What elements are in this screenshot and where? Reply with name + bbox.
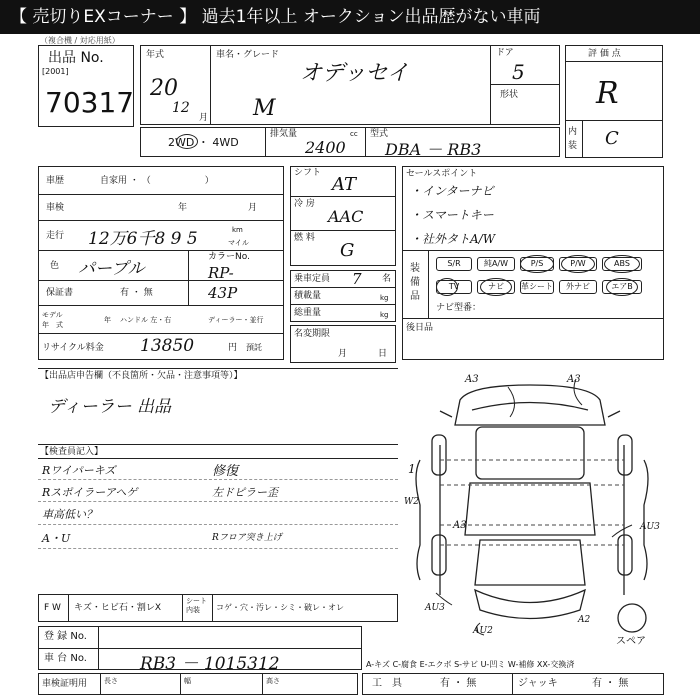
diagram-label-a2-bottom: A2 bbox=[578, 615, 591, 625]
inspector-right-3: Rフロア突き上げ bbox=[212, 533, 282, 543]
chassis-value: RB3 － 1015312 bbox=[140, 654, 280, 674]
registration-label: 登 録 No. bbox=[44, 631, 87, 642]
inspection-label: 車検 bbox=[46, 203, 65, 213]
interior-grade: C bbox=[605, 128, 619, 149]
sales-point-1: ・インターナビ bbox=[410, 184, 494, 198]
jack-value: 有 ・ 無 bbox=[592, 678, 629, 689]
recycle-label: リサイクル料金 bbox=[42, 343, 104, 353]
nav-model-label: ナビ型番： bbox=[436, 303, 482, 313]
model-change-year: 年 bbox=[104, 316, 111, 324]
inspector-right-1: 修復 bbox=[212, 464, 239, 479]
model-change-label-2: 年 式 bbox=[42, 321, 63, 329]
equip-tv-circle-icon bbox=[436, 278, 458, 296]
legend-text: A-キズ C-腐食 E-エクボ S-サビ U-凹ミ W-補修 XX-交換済 bbox=[366, 660, 575, 669]
capacity-label: 乗車定員 bbox=[294, 274, 331, 284]
model-change-dealer: ディーラー・並行 bbox=[208, 316, 264, 324]
inspection-month: 月 bbox=[248, 203, 258, 213]
equipment-label: 装備品 bbox=[410, 263, 420, 302]
interior-label-2: 装 bbox=[568, 141, 578, 151]
diagram-label-au3-bottom: AU3 bbox=[425, 603, 445, 613]
vehicle-cert-width: 幅 bbox=[184, 677, 191, 685]
equip-alloy: 純A/W bbox=[477, 257, 515, 271]
inspector-left-4: A・U bbox=[42, 532, 71, 545]
tools-label: 工 具 bbox=[372, 678, 402, 689]
equip-pw-circle-icon bbox=[561, 255, 595, 273]
model-name: オデッセイ bbox=[300, 61, 409, 86]
displacement-label: 排気量 bbox=[270, 129, 298, 139]
capacity-unit: 名 bbox=[382, 274, 392, 284]
diagram-label-a3-top-left: A3 bbox=[465, 374, 479, 385]
tools-value: 有 ・ 無 bbox=[440, 678, 477, 689]
displacement-value: 2400 bbox=[305, 138, 346, 157]
diagram-label-w2: W2 bbox=[404, 497, 419, 507]
color-no: RP- bbox=[208, 264, 234, 282]
equip-leather: 革シート bbox=[520, 280, 554, 294]
after-notes-label: 後日品 bbox=[406, 323, 434, 333]
diagram-label-a3-top-right: A3 bbox=[567, 374, 581, 385]
fuel-value: G bbox=[340, 240, 355, 261]
lot-code: [2001] bbox=[42, 67, 69, 76]
year-value: 20 bbox=[150, 76, 178, 101]
model-grade: M bbox=[253, 96, 276, 121]
vehicle-cert-length: 長さ bbox=[104, 677, 118, 685]
mileage-label: 走行 bbox=[46, 231, 65, 241]
color-value: パープル bbox=[78, 259, 145, 279]
lot-number: 70317 bbox=[45, 86, 135, 119]
diagram-label-au3-right: AU3 bbox=[640, 522, 660, 532]
equip-navi: ナビ bbox=[477, 280, 515, 294]
year-label: 年式 bbox=[146, 50, 165, 60]
grade-label: 評 価 点 bbox=[588, 49, 621, 59]
aircon-label: 冷 房 bbox=[294, 199, 315, 209]
load-label: 積載量 bbox=[294, 291, 322, 301]
type-value: DBA － RB3 bbox=[385, 140, 482, 159]
interior-label-1: 内 bbox=[568, 127, 578, 137]
aircon-value: AAC bbox=[328, 207, 364, 226]
year-month-suffix: 月 bbox=[199, 113, 209, 123]
diagram-label-a3-center: A3 bbox=[453, 520, 467, 531]
equip-pw: P/W bbox=[559, 257, 597, 271]
year-month: 12 bbox=[172, 100, 190, 116]
color-no-label: カラーNo. bbox=[208, 252, 250, 262]
equip-tv: TV bbox=[436, 280, 472, 294]
mileage-value: 12万6千8 9 5 bbox=[88, 229, 198, 249]
type-label: 型式 bbox=[370, 129, 389, 139]
top-strip-text: （複合機 / 対応用紙） bbox=[40, 36, 120, 45]
model-label: 車名・グレード bbox=[216, 50, 280, 60]
notes-text: ディーラー 出品 bbox=[48, 397, 172, 417]
warranty-label: 保証書 bbox=[46, 288, 74, 298]
load-unit: kg bbox=[380, 294, 389, 302]
displacement-unit: cc bbox=[350, 130, 358, 138]
weight-unit: kg bbox=[380, 311, 389, 319]
doors-label: ドア bbox=[496, 48, 514, 58]
inspector-right-2: 左ドピラー歪 bbox=[212, 486, 278, 499]
shape-label: 形状 bbox=[500, 90, 519, 100]
drive-text: 2WD ・ 4WD bbox=[168, 136, 239, 149]
fw-text: キズ・ヒビ石・割レX bbox=[74, 603, 161, 613]
inspector-left-2: Rスポイラーアヘゲ bbox=[42, 486, 138, 499]
jack-label: ジャッキ bbox=[518, 678, 558, 689]
fuel-label: 燃 料 bbox=[294, 233, 315, 243]
inspector-left-1: Rワイパーキズ bbox=[42, 464, 116, 477]
mileage-unit-km: km bbox=[232, 226, 243, 234]
inspection-year: 年 bbox=[178, 203, 188, 213]
model-change-handle: ハンドル 左・右 bbox=[120, 316, 172, 324]
recycle-unit: 円 bbox=[228, 343, 238, 353]
warranty-value: 有 ・ 無 bbox=[120, 288, 153, 298]
lot-label: 出品 No. bbox=[48, 50, 104, 66]
fw-label: F W bbox=[44, 603, 61, 613]
weight-label: 総重量 bbox=[294, 308, 322, 318]
history-block bbox=[38, 166, 284, 360]
color-label: 色 bbox=[50, 261, 60, 271]
name-change-label: 名変期限 bbox=[294, 329, 331, 339]
equip-ps: P/S bbox=[520, 257, 554, 271]
spare-label: スペア bbox=[616, 636, 646, 647]
header-title: 【 売切りEXコーナー 】 過去1年以上 オークション出品歴がない車両 bbox=[10, 7, 541, 27]
equip-abs: ABS bbox=[602, 257, 642, 271]
equip-airbag: エアB bbox=[602, 280, 642, 294]
history-value: 自家用 ・ （ ） bbox=[100, 176, 214, 186]
shift-label: シフト bbox=[294, 168, 322, 178]
drive-2wd-circle-icon bbox=[176, 134, 198, 149]
sales-point-3: ・社外タトA/W bbox=[410, 232, 496, 246]
inspector-label: 【検査員記入】 bbox=[40, 447, 104, 457]
shift-value: AT bbox=[332, 174, 357, 195]
mileage-unit-mile: マイル bbox=[228, 239, 249, 247]
capacity-value: 7 bbox=[352, 270, 362, 288]
recycle-status: 預託 bbox=[246, 343, 262, 352]
recycle-value: 13850 bbox=[140, 336, 195, 356]
diagram-label-one: 1 bbox=[408, 462, 416, 476]
name-change-month: 月 bbox=[338, 349, 348, 359]
doors-value: 5 bbox=[512, 60, 525, 84]
chassis-label: 車 台 No. bbox=[44, 653, 87, 664]
model-change-label-1: モデル bbox=[42, 311, 63, 319]
sales-point-2: ・スマートキー bbox=[410, 208, 494, 222]
equip-ext-navi: 外ナビ bbox=[559, 280, 597, 294]
name-change-day: 日 bbox=[378, 349, 388, 359]
header-banner bbox=[0, 0, 700, 34]
vehicle-cert-label: 車検証明用 bbox=[42, 679, 88, 689]
interior-text: コゲ・穴・汚レ・シミ・破レ・オレ bbox=[216, 603, 344, 612]
equip-airbag-circle-icon bbox=[606, 278, 638, 296]
sales-points-label: セールスポイント bbox=[406, 169, 478, 179]
seat-label: シート内装 bbox=[186, 597, 207, 614]
vehicle-cert-height: 高さ bbox=[266, 677, 280, 685]
equip-ps-circle-icon bbox=[520, 255, 554, 273]
history-label: 車歴 bbox=[46, 176, 65, 186]
equip-sr: S/R bbox=[436, 257, 472, 271]
grade-score: R bbox=[596, 76, 619, 111]
inspector-left-3: 車高低い？ bbox=[42, 508, 97, 521]
color-no-2: 43P bbox=[208, 284, 238, 302]
notes-label: 【出品店申告欄（不良箇所・欠品・注意事項等）】 bbox=[40, 371, 243, 381]
diagram-label-au2-bottom: AU2 bbox=[473, 626, 493, 636]
equip-abs-circle-icon bbox=[604, 255, 640, 273]
equip-navi-circle-icon bbox=[480, 278, 512, 296]
